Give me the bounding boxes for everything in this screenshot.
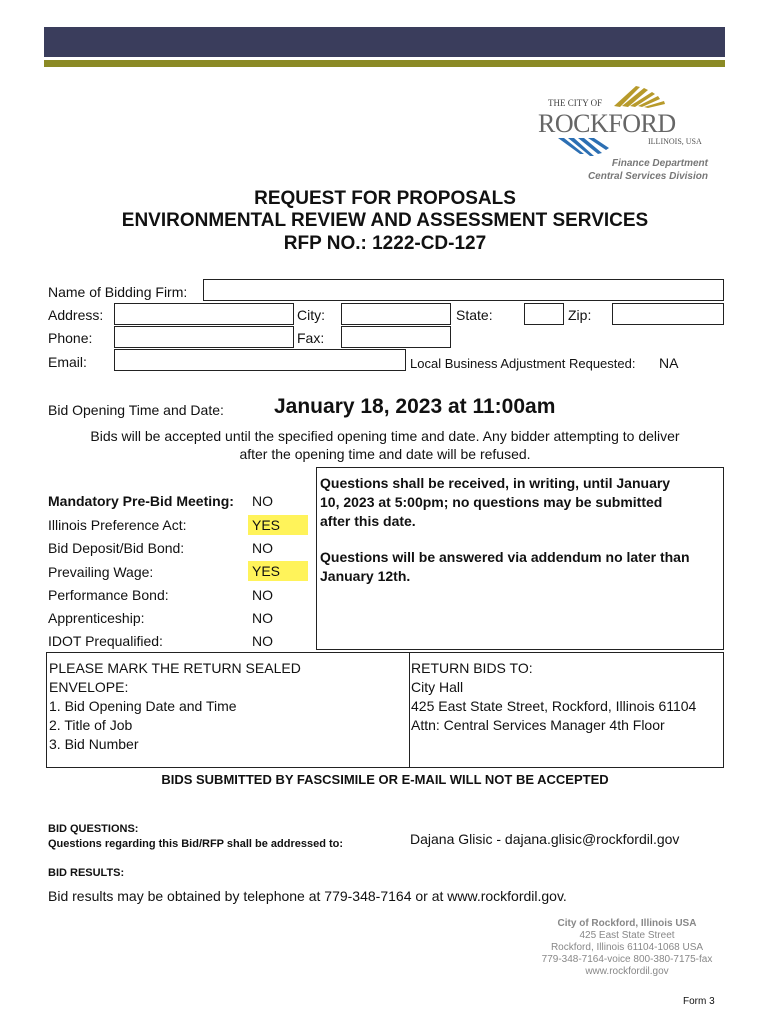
- header-navy-bar: [44, 27, 725, 57]
- footer-line-2: 425 East State Street: [579, 930, 675, 941]
- return-bids-line-1: RETURN BIDS TO:: [411, 660, 533, 676]
- bid-questions-text: Questions regarding this Bid/RFP shall be addressed to:: [48, 838, 344, 850]
- req-label-0: Mandatory Pre-Bid Meeting:: [48, 493, 234, 509]
- req-value-3: YES: [248, 561, 308, 581]
- rockford-logo: [536, 84, 708, 160]
- header-olive-bar: [44, 60, 725, 67]
- footer-line-4: 779-348-7164-voice 800-380-7175-fax: [541, 954, 713, 965]
- return-box-divider: [409, 653, 410, 767]
- logo-main-text: ROCKFORD: [538, 109, 676, 138]
- footer-line-3: Rockford, Illinois 61104-1068 USA: [550, 942, 704, 953]
- req-value-4: NO: [252, 587, 273, 603]
- req-label-2: Bid Deposit/Bid Bond:: [48, 540, 185, 556]
- bid-notice-line-2: after the opening time and date will be refused.: [239, 446, 531, 462]
- envelope-line-4: 2. Title of Job: [49, 717, 133, 733]
- city-label: City:: [297, 307, 325, 323]
- req-label-4: Performance Bond:: [48, 587, 169, 603]
- rockford-logo-graphic: [536, 84, 708, 160]
- envelope-line-1: PLEASE MARK THE RETURN SEALED: [49, 660, 301, 676]
- envelope-line-3: 1. Bid Opening Date and Time: [49, 698, 237, 714]
- questions-line-3: after this date.: [320, 513, 416, 529]
- bid-opening-date: January 18, 2023 at 11:00am: [274, 395, 556, 418]
- envelope-line-2: ENVELOPE:: [49, 679, 129, 695]
- req-label-6: IDOT Prequalified:: [48, 633, 163, 649]
- firm-label: Name of Bidding Firm:: [48, 284, 188, 300]
- address-input[interactable]: [114, 303, 294, 325]
- department-text: Finance Department: [611, 158, 708, 169]
- questions-line-1: Questions shall be received, in writing, until January: [320, 475, 671, 491]
- footer-line-5: www.rockfordil.gov: [585, 966, 669, 977]
- bid-results-text: Bid results may be obtained by telephone at 779-348-7164 or at www.rockfordil.gov.: [48, 888, 567, 904]
- phone-input[interactable]: [114, 326, 294, 348]
- lba-value: NA: [659, 355, 679, 371]
- return-bids-line-2: City Hall: [411, 679, 464, 695]
- return-envelope-text: [49, 659, 301, 754]
- bid-questions-contact: Dajana Glisic - dajana.glisic@rockfordil.gov: [410, 831, 680, 847]
- lba-label: Local Business Adjustment Requested:: [410, 356, 636, 371]
- bid-results-heading: BID RESULTS:: [48, 867, 125, 879]
- footer-line-1: City of Rockford, Illinois USA: [557, 918, 697, 929]
- title-line-2: ENVIRONMENTAL REVIEW AND ASSESSMENT SERVICES: [121, 210, 649, 231]
- division-text: Central Services Division: [587, 171, 708, 182]
- city-input[interactable]: [341, 303, 451, 325]
- zip-input[interactable]: [612, 303, 724, 325]
- questions-box: [316, 467, 724, 650]
- email-label: Email:: [48, 354, 87, 370]
- fax-email-notice: BIDS SUBMITTED BY FASCSIMILE OR E-MAIL WILL NOT BE ACCEPTED: [161, 772, 609, 787]
- firm-input[interactable]: [203, 279, 724, 301]
- bid-opening-label: Bid Opening Time and Date:: [48, 402, 224, 418]
- req-value-6: NO: [252, 633, 273, 649]
- state-input[interactable]: [524, 303, 564, 325]
- footer-address: [527, 918, 727, 978]
- logo-top-text: THE CITY OF: [548, 98, 603, 108]
- req-label-5: Apprenticeship:: [48, 610, 145, 626]
- fax-label: Fax:: [297, 330, 325, 346]
- questions-line-4: Questions will be answered via addendum no later than: [320, 549, 690, 565]
- req-value-2: NO: [252, 540, 273, 556]
- email-input[interactable]: [114, 349, 406, 371]
- return-bids-text: [411, 659, 696, 735]
- envelope-line-5: 3. Bid Number: [49, 736, 139, 752]
- address-label: Address:: [48, 307, 104, 323]
- zip-label: Zip:: [568, 307, 592, 323]
- fax-input[interactable]: [341, 326, 451, 348]
- questions-line-5: January 12th.: [320, 568, 411, 584]
- return-bids-line-4: Attn: Central Services Manager 4th Floor: [411, 717, 665, 733]
- req-label-3: Prevailing Wage:: [48, 564, 154, 580]
- phone-label: Phone:: [48, 330, 93, 346]
- bid-notice-line-1: Bids will be accepted until the specified opening time and date. Any bidder attempting to deliver: [90, 428, 680, 444]
- questions-text: [320, 474, 690, 586]
- state-label: State:: [456, 307, 493, 323]
- req-label-1: Illinois Preference Act:: [48, 517, 187, 533]
- form-number: Form 3: [683, 996, 715, 1007]
- rfp-number: RFP NO.: 1222-CD-127: [283, 233, 487, 254]
- req-value-5: NO: [252, 610, 273, 626]
- questions-line-2: 10, 2023 at 5:00pm; no questions may be submitted: [320, 494, 663, 510]
- return-bids-line-3: 425 East State Street, Rockford, Illinois 61104: [411, 698, 697, 714]
- return-info-box: [46, 652, 724, 768]
- req-value-1: YES: [248, 515, 308, 535]
- req-value-0: NO: [252, 493, 273, 509]
- logo-sub-text: ILLINOIS, USA: [648, 137, 702, 146]
- bid-questions-heading: BID QUESTIONS:: [48, 823, 139, 835]
- title-line-1: REQUEST FOR PROPOSALS: [254, 188, 516, 209]
